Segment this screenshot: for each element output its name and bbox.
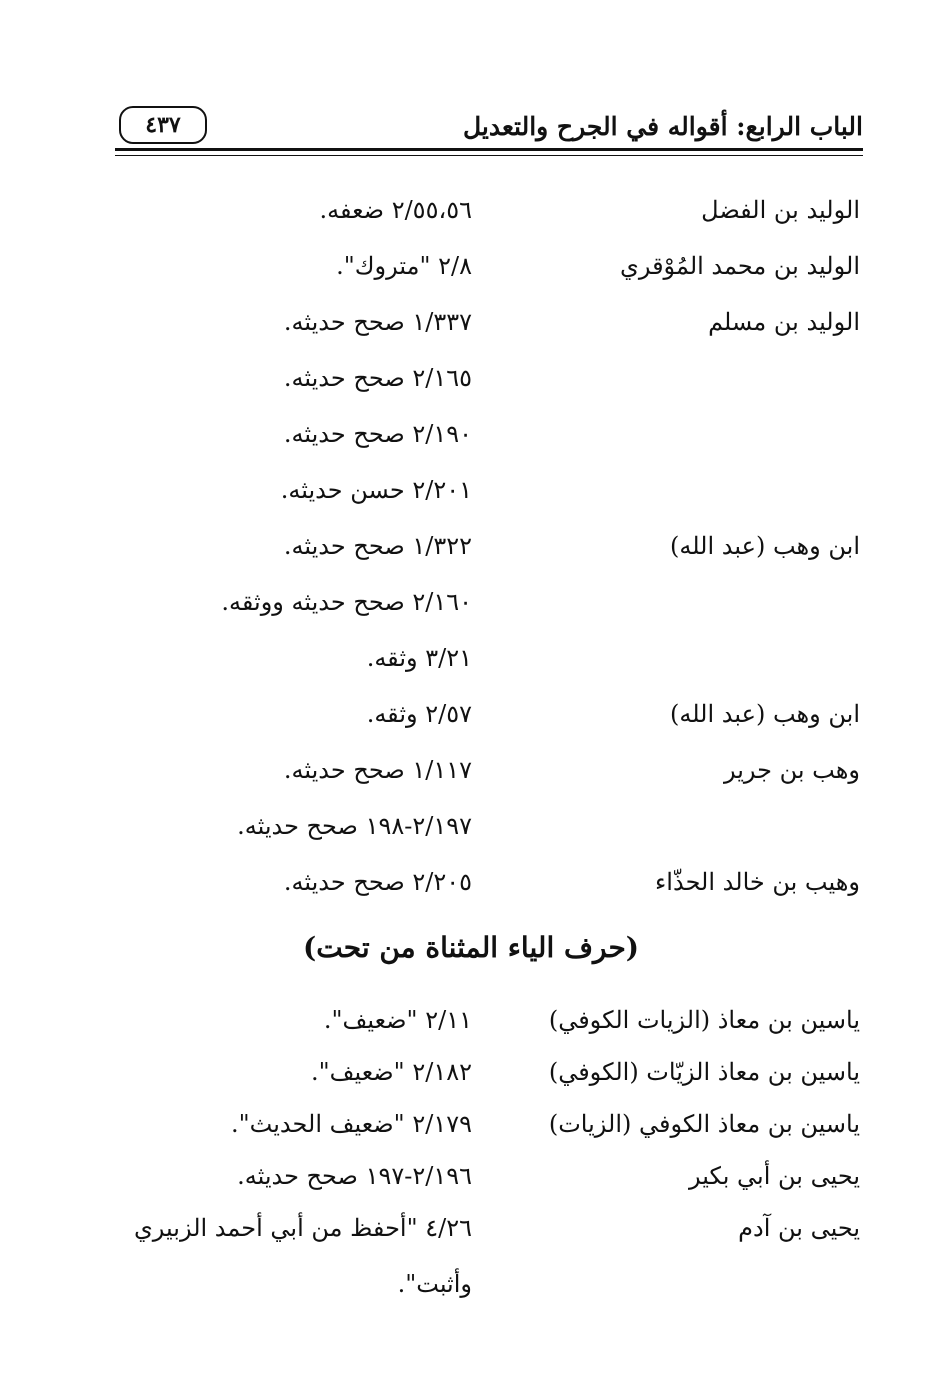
- section-heading: (حرف الياء المثناة من تحت): [303, 931, 639, 964]
- reference: ٢/١٩٠ صحح حديثه.: [283, 420, 472, 448]
- narrator-name: ياسين بن معاذ الكوفي (الزيات): [548, 1110, 860, 1138]
- index-row: [0, 526, 942, 576]
- reference: ١/١١٧ صحح حديثه.: [283, 756, 472, 784]
- index-row: [0, 302, 942, 352]
- header-rule-thick: [115, 148, 863, 151]
- reference: ٢/١٧٩ "ضعيف الحديث".: [231, 1110, 472, 1138]
- running-head: الباب الرابع: أقواله في الجرح والتعديل: [462, 112, 863, 141]
- index-row: [0, 358, 942, 408]
- narrator-name: الوليد بن الفضل: [701, 196, 860, 224]
- narrator-name: وهب بن جرير: [723, 756, 860, 784]
- index-row: [0, 1200, 942, 1310]
- reference: ٤/٢٦ "أحفظ من أبي أحمد الزبيري وأثبت".: [134, 1214, 472, 1298]
- header-rule-thin: [115, 155, 863, 156]
- reference: ١/٣٢٢ صحح حديثه.: [283, 532, 472, 560]
- narrator-name: ياسين بن معاذ الزيّات (الكوفي): [548, 1058, 860, 1086]
- index-row: [0, 750, 942, 800]
- reference: ٢/١٦٠ صحح حديثه ووثقه.: [221, 588, 472, 616]
- narrator-name: ابن وهب (عبد الله): [670, 532, 860, 560]
- reference: ٢/٨ "متروك".: [336, 252, 472, 280]
- narrator-name: ياسين بن معاذ (الزيات الكوفي): [548, 1006, 860, 1034]
- reference: ٣/٢١ وثقه.: [366, 644, 472, 672]
- index-row: [0, 1000, 942, 1050]
- index-row: [0, 862, 942, 912]
- index-row: [0, 582, 942, 632]
- reference: ٢/١٩٦-١٩٧ صحح حديثه.: [237, 1162, 472, 1190]
- index-row: [0, 470, 942, 520]
- narrator-name: ابن وهب (عبد الله): [670, 700, 860, 728]
- narrator-name: الوليد بن مسلم: [708, 308, 860, 336]
- narrator-name: وهيب بن خالد الحذّاء: [655, 868, 860, 896]
- index-row: [0, 1052, 942, 1102]
- reference: ٢/١٦٥ صحح حديثه.: [283, 364, 472, 392]
- index-row: [0, 190, 942, 240]
- reference: ٢/١١ "ضعيف".: [323, 1006, 472, 1034]
- narrator-name: يحيى بن آدم: [738, 1214, 860, 1242]
- index-row: [0, 1104, 942, 1154]
- reference: ٢/٥٧ وثقه.: [366, 700, 472, 728]
- reference: ١/٣٣٧ صحح حديثه.: [283, 308, 472, 336]
- narrator-name: الوليد بن محمد المُوْقري: [620, 252, 860, 280]
- reference: ٢/١٩٧-١٩٨ صحح حديثه.: [237, 812, 472, 840]
- reference: ٢/٥٥،٥٦ ضعفه.: [319, 196, 472, 224]
- index-row: [0, 806, 942, 856]
- page-header: [115, 100, 863, 150]
- page-number: ٤٣٧: [119, 106, 207, 144]
- index-row: [0, 246, 942, 296]
- index-row: [0, 694, 942, 744]
- narrator-name: يحيى بن أبي بكير: [688, 1162, 860, 1190]
- index-row: [0, 414, 942, 464]
- index-row: [0, 638, 942, 688]
- index-row: [0, 1156, 942, 1206]
- reference: ٢/٢٠٥ صحح حديثه.: [283, 868, 472, 896]
- reference: ٢/٢٠١ حسن حديثه.: [280, 476, 472, 504]
- reference: ٢/١٨٢ "ضعيف".: [310, 1058, 472, 1086]
